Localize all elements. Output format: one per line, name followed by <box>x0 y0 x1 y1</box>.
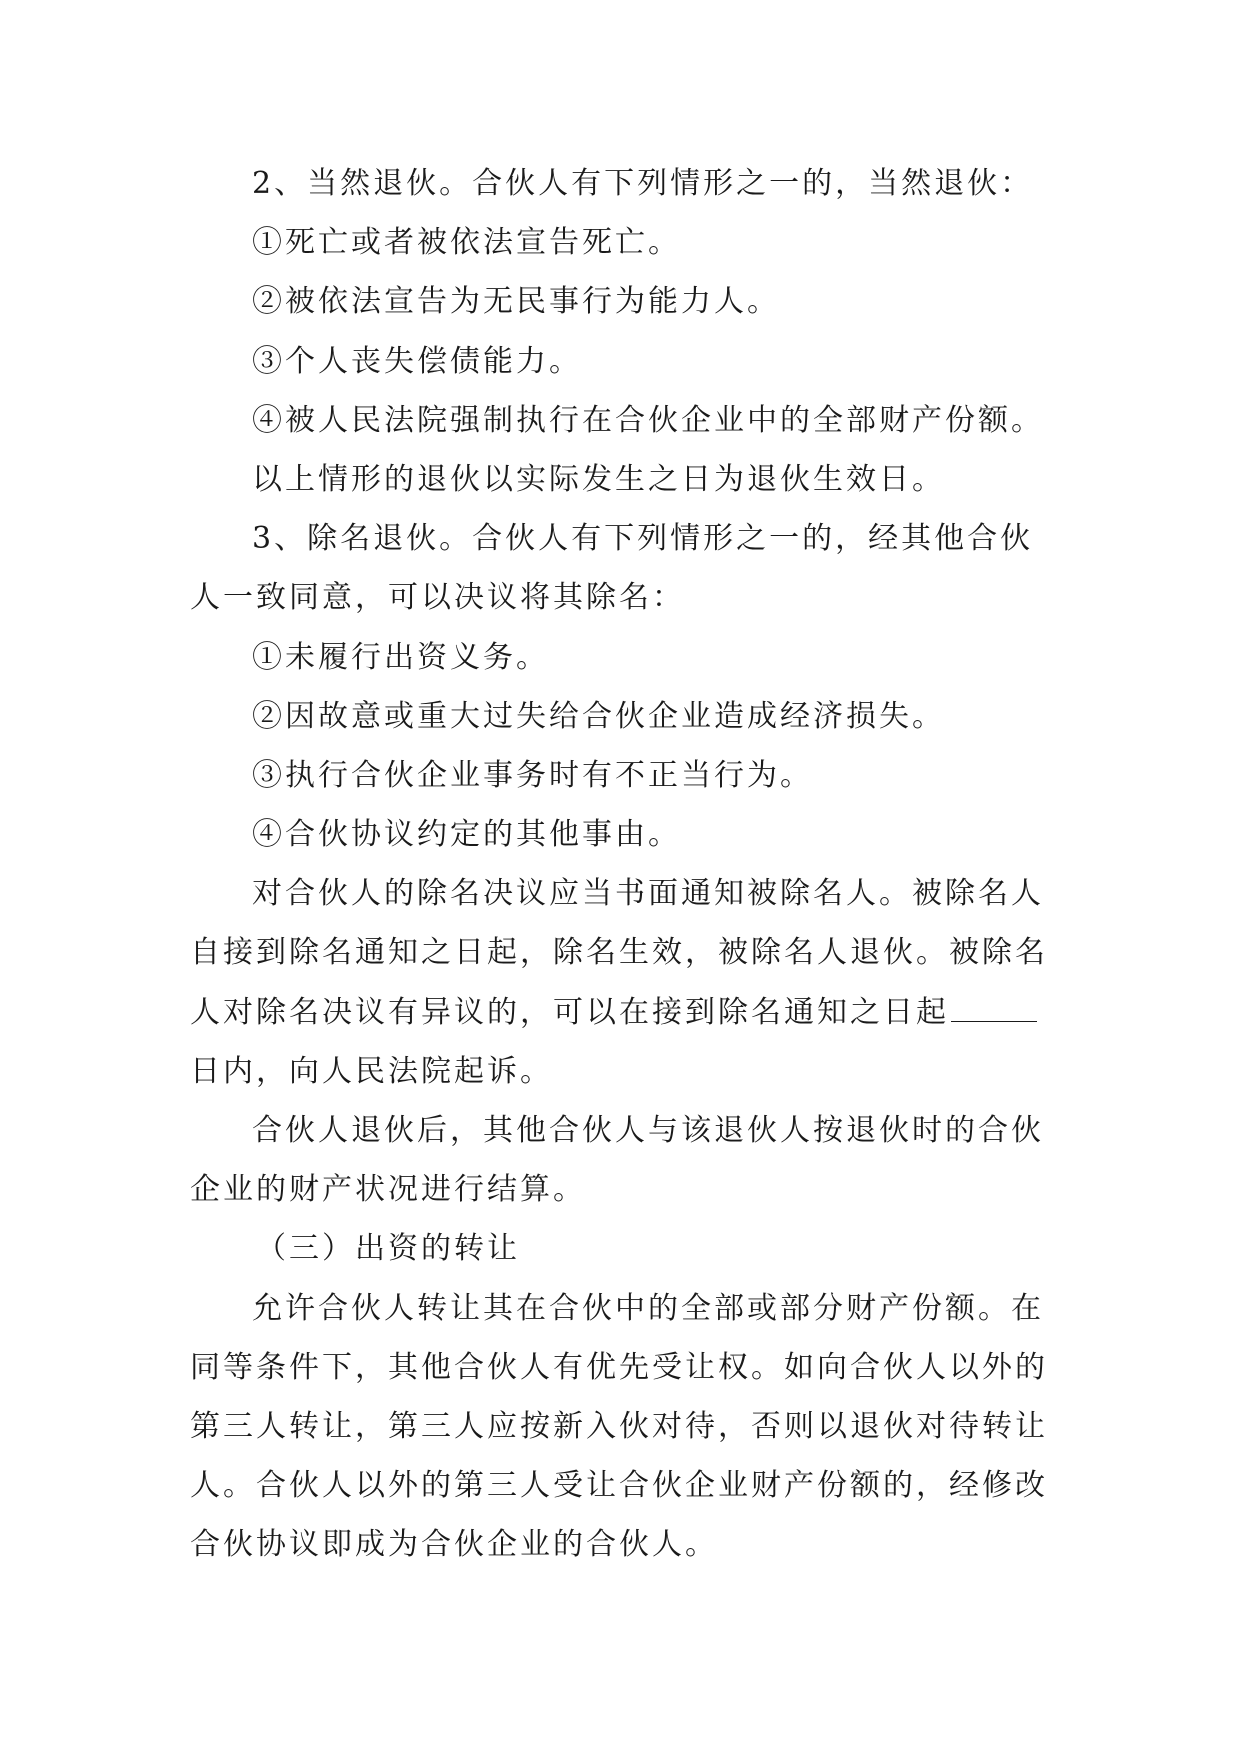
paragraph-line: 同等条件下，其他合伙人有优先受让权。如向合伙人以外的 <box>190 1349 1048 1385</box>
paragraph-line: 合伙人退伙后，其他合伙人与该退伙人按退伙时的合伙 <box>252 1113 1044 1148</box>
list-item: ②因故意或重大过失给合伙企业造成经济损失。 <box>252 698 945 734</box>
fill-in-blank <box>951 999 1037 1022</box>
paragraph-line: 3、除名退伙。合伙人有下列情形之一的，经其他合伙 <box>252 521 1034 557</box>
list-item: ①未履行出资义务。 <box>252 639 549 675</box>
paragraph-line: 对合伙人的除名决议应当书面通知被除名人。被除名人 <box>252 876 1044 912</box>
paragraph-line: 第三人转让，第三人应按新入伙对待，否则以退伙对待转让 <box>190 1408 1048 1444</box>
section-heading: （三）出资的转让 <box>256 1231 520 1267</box>
paragraph-line: 允许合伙人转让其在合伙中的全部或部分财产份额。在 <box>252 1290 1044 1326</box>
list-item: ③个人丧失偿债能力。 <box>252 343 582 379</box>
paragraph-line: 2、当然退伙。合伙人有下列情形之一的，当然退伙： <box>252 166 1034 201</box>
paragraph-line: 以上情形的退伙以实际发生之日为退伙生效日。 <box>252 461 945 497</box>
paragraph-line: 合伙协议即成为合伙企业的合伙人。 <box>190 1527 718 1563</box>
document-page <box>190 154 1056 1575</box>
list-item: ②被依法宣告为无民事行为能力人。 <box>252 284 780 320</box>
paragraph-line: 日内，向人民法院起诉。 <box>190 1053 553 1089</box>
paragraph-line: 人一致同意，可以决议将其除名： <box>190 580 685 616</box>
list-item: ④被人民法院强制执行在合伙企业中的全部财产份额。 <box>252 402 1044 438</box>
paragraph-line: 企业的财产状况进行结算。 <box>190 1172 586 1208</box>
paragraph-text: 人对除名决议有异议的，可以在接到除名通知之日起 <box>190 994 949 1030</box>
list-item: ④合伙协议约定的其他事由。 <box>252 817 681 853</box>
list-item: ③执行合伙企业事务时有不正当行为。 <box>252 757 813 793</box>
list-item: ①死亡或者被依法宣告死亡。 <box>252 225 681 261</box>
paragraph-line: 人。合伙人以外的第三人受让合伙企业财产份额的，经修改 <box>190 1468 1048 1504</box>
paragraph-line <box>190 983 1056 1042</box>
paragraph-line: 自接到除名通知之日起，除名生效，被除名人退伙。被除名 <box>190 935 1048 971</box>
